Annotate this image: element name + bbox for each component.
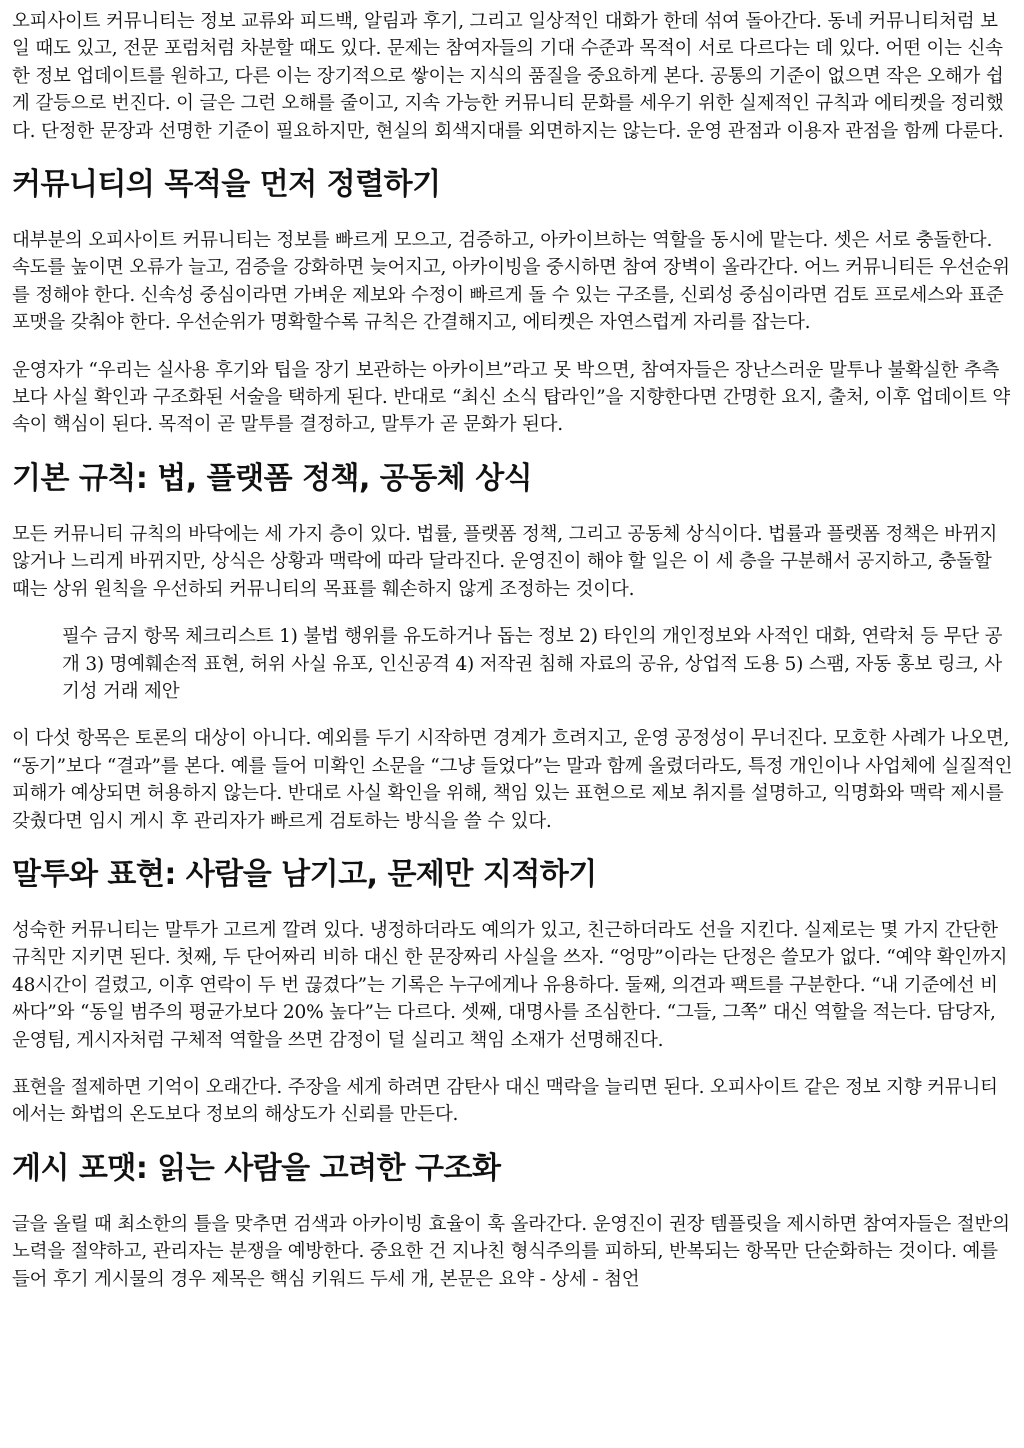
post-format-paragraph-1: 글을 올릴 때 최소한의 틀을 맞추면 검색과 아카이빙 효율이 훅 올라간다. 운영진이 권장 템플릿을 제시하면 참여자들은 절반의 노력을 절약하고, 관리자는 분쟁을 예방한다. 중요한 건 지나친 형식주의를 피하되, 반복되는 항목만 단순화하는 것이다. 예를 들어 후기 게시물의 경우 제목은 핵심 키워드 두세 개, 본문은 요약 - 상세 - 첨언 [12, 1213, 1010, 1290]
section-heading-tone: 말투와 표현: 사람을 남기고, 문제만 지적하기 [12, 856, 597, 892]
purpose-paragraph-1: 대부분의 오피사이트 커뮤니티는 정보를 빠르게 모으고, 검증하고, 아카이브하는 역할을 동시에 맡는다. 셋은 서로 충돌한다. 속도를 높이면 오류가 늘고, 검증을 강화하면 늦어지고, 아카이빙을 중시하면 참여 장벽이 올라간다. 어느 커뮤니티든 우선순위를 정해야 한다. 신속성 중심이라면 가벼운 제보와 수정이 빠르게 돌 수 있는 구조를, 신뢰성 중심이라면 검토 프로세스와 표준 포맷을 갖춰야 한다. 우선순위가 명확할수록 규칙은 간결해지고, 에티켓은 자연스럽게 자리를 잡는다. [12, 230, 1010, 334]
article [12, 8, 1014, 1313]
section-heading-purpose: 커뮤니티의 목적을 먼저 정렬하기 [12, 167, 441, 203]
intro-paragraph: 오피사이트 커뮤니티는 정보 교류와 피드백, 알림과 후기, 그리고 일상적인 대화가 한데 섞여 돌아간다. 동네 커뮤니티처럼 보일 때도 있고, 전문 포럼처럼 차분할 때도 있다. 문제는 참여자들의 기대 수준과 목적이 서로 다르다는 데 있다. 어떤 이는 신속한 정보 업데이트를 원하고, 다른 이는 장기적으로 쌓이는 지식의 품질을 중요하게 본다. 공통의 기준이 없으면 작은 오해가 쉽게 갈등으로 번진다. 이 글은 그런 오해를 줄이고, 지속 가능한 커뮤니티 문화를 세우기 위한 실제적인 규칙과 에티켓을 정리했다. 단정한 문장과 선명한 기준이 필요하지만, 현실의 회색지대를 외면하지는 않는다. 운영 관점과 이용자 관점을 함께 다룬다. [12, 11, 1004, 142]
section-heading-post-format: 게시 포맷: 읽는 사람을 고려한 구조화 [12, 1150, 501, 1186]
section-heading-basic-rules: 기본 규칙: 법, 플랫폼 정책, 공동체 상식 [12, 460, 533, 496]
purpose-paragraph-2: 운영자가 “우리는 실사용 후기와 팁을 장기 보관하는 아카이브”라고 못 박으면, 참여자들은 장난스러운 말투나 불확실한 추측보다 사실 확인과 구조화된 서술을 택하게 된다. 반대로 “최신 소식 탑라인”을 지향한다면 간명한 요지, 출처, 이후 업데이트 약속이 핵심이 된다. 목적이 곧 말투를 결정하고, 말투가 곧 문화가 된다. [12, 359, 1011, 436]
tone-paragraph-2: 표현을 절제하면 기억이 오래간다. 주장을 세게 하려면 감탄사 대신 맥락을 늘리면 된다. 오피사이트 같은 정보 지향 커뮤니티에서는 화법의 온도보다 정보의 해상도가 신뢰를 만든다. [12, 1076, 998, 1126]
basic-rules-paragraph-2: 이 다섯 항목은 토론의 대상이 아니다. 예외를 두기 시작하면 경계가 흐려지고, 운영 공정성이 무너진다. 모호한 사례가 나오면, “동기”보다 “결과”를 본다. 예를 들어 미확인 소문을 “그냥 들었다”는 말과 함께 올렸더라도, 특정 개인이나 사업체에 실질적인 피해가 예상되면 허용하지 않는다. 반대로 사실 확인을 위해, 책임 있는 표현으로 제보 취지를 설명하고, 익명화와 맥락 제시를 갖췄다면 임시 게시 후 관리자가 빠르게 검토하는 방식을 쓸 수 있다. [12, 728, 1013, 832]
prohibited-items-checklist: 필수 금지 항목 체크리스트 1) 불법 행위를 유도하거나 돕는 정보 2) 타인의 개인정보와 사적인 대화, 연락처 등 무단 공개 3) 명예훼손적 표현, 허위 사실 유포, 인신공격 4) 저작권 침해 자료의 공유, 상업적 도용 5) 스팸, 자동 홍보 링크, 사기성 거래 제안 [62, 626, 1003, 702]
basic-rules-paragraph-1: 모든 커뮤니티 규칙의 바닥에는 세 가지 층이 있다. 법률, 플랫폼 정책, 그리고 공동체 상식이다. 법률과 플랫폼 정책은 바뀌지 않거나 느리게 바뀌지만, 상식은 상황과 맥락에 따라 달라진다. 운영진이 해야 할 일은 이 세 층을 구분해서 공지하고, 충돌할 때는 상위 원칙을 우선하되 커뮤니티의 목표를 훼손하지 않게 조정하는 것이다. [12, 523, 998, 600]
tone-paragraph-1: 성숙한 커뮤니티는 말투가 고르게 깔려 있다. 냉정하더라도 예의가 있고, 친근하더라도 선을 지킨다. 실제로는 몇 가지 간단한 규칙만 지키면 된다. 첫째, 두 단어짜리 비하 대신 한 문장짜리 사실을 쓰자. “엉망”이라는 단정은 쓸모가 없다. “예약 확인까지 48시간이 걸렸고, 이후 연락이 두 번 끊겼다”는 기록은 누구에게나 유용하다. 둘째, 의견과 팩트를 구분한다. “내 기준에선 비싸다”와 “동일 범주의 평균가보다 20% 높다”는 다르다. 셋째, 대명사를 조심한다. “그들, 그쪽” 대신 역할을 적는다. 담당자, 운영팀, 게시자처럼 구체적 역할을 쓰면 감정이 덜 실리고 책임 소재가 선명해진다. [12, 919, 1008, 1051]
